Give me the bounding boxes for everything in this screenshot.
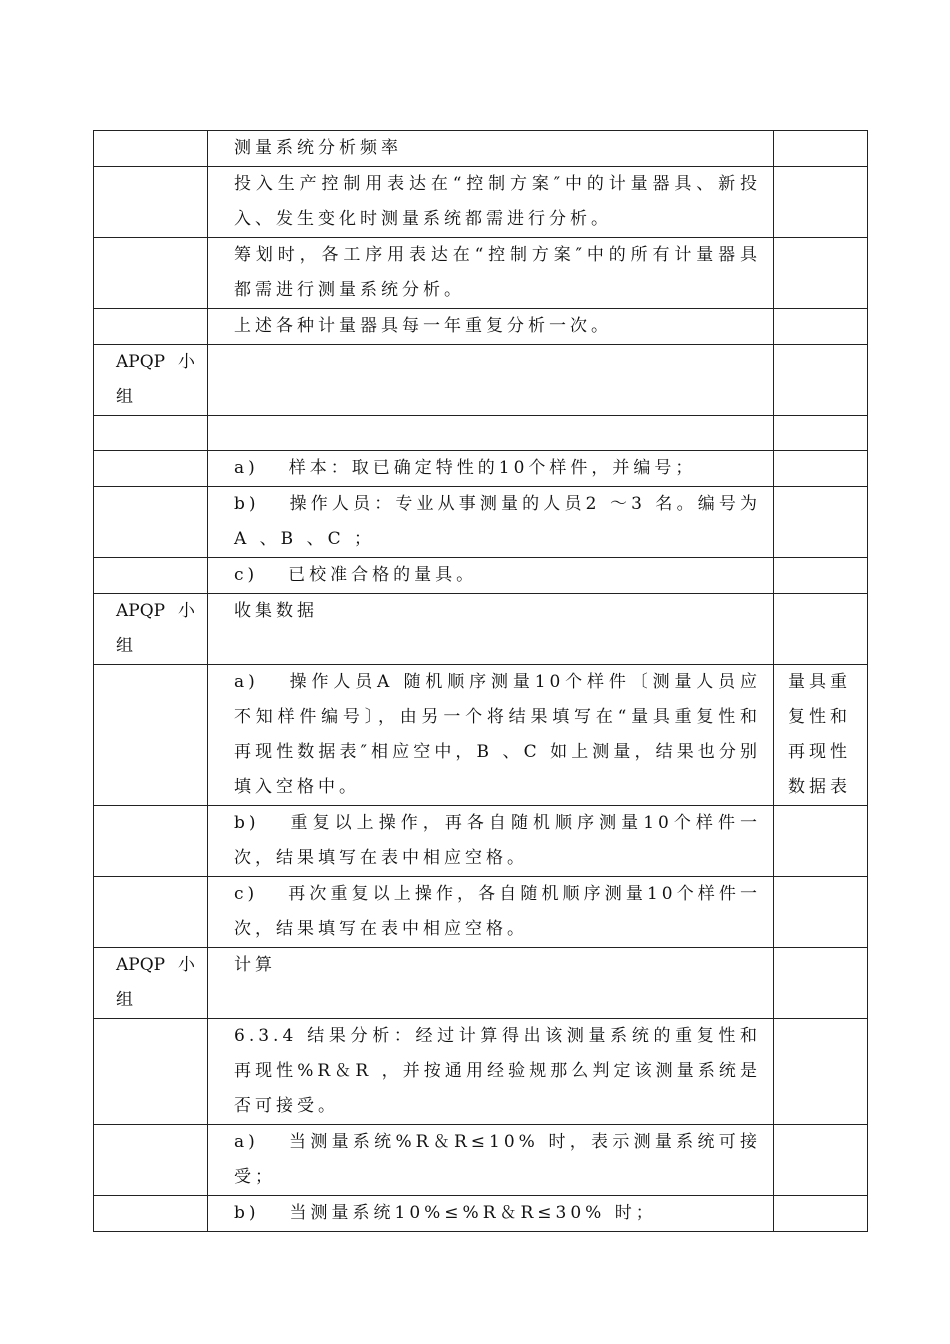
list-marker: b) xyxy=(234,494,260,514)
owner-cell xyxy=(94,1019,208,1125)
list-marker: c) xyxy=(234,884,259,904)
content-cell: 上述各种计量器具每一年重复分析一次。 xyxy=(208,309,774,345)
table-row xyxy=(94,665,868,806)
content-cell: c) 再次重复以上操作，各自随机顺序测量10个样件一次，结果填写在表中相应空格。 xyxy=(208,877,774,948)
document-cell xyxy=(774,167,868,238)
owner-cell: APQP 小 组 xyxy=(94,345,208,416)
owner-cell xyxy=(94,487,208,558)
table-row xyxy=(94,416,868,451)
content-cell: 投入生产控制用表达在“控制方案″中的计量器具、新投入、发生变化时测量系统都需进行分析。 xyxy=(208,167,774,238)
content-cell: a) 样本：取已确定特性的10个样件，并编号； xyxy=(208,451,774,487)
owner-cell xyxy=(94,806,208,877)
document-cell xyxy=(774,877,868,948)
content-cell xyxy=(208,345,774,416)
table-row xyxy=(94,1196,868,1232)
list-marker: c) xyxy=(234,565,259,585)
owner-cell xyxy=(94,1125,208,1196)
document-cell xyxy=(774,309,868,345)
content-cell xyxy=(208,948,774,1019)
owner-cell xyxy=(94,558,208,594)
owner-cell xyxy=(94,416,208,451)
section-title: 计算 xyxy=(234,955,276,975)
document-cell xyxy=(774,558,868,594)
owner-cell xyxy=(94,309,208,345)
table-row xyxy=(94,877,868,948)
owner-cell xyxy=(94,131,208,167)
section-title: 测量系统分析频率 xyxy=(234,138,402,158)
owner-cell xyxy=(94,665,208,806)
document-cell xyxy=(774,238,868,309)
document-cell xyxy=(774,1196,868,1232)
table-row xyxy=(94,167,868,238)
content-cell: b) 重复以上操作，再各自随机顺序测量10个样件一次，结果填写在表中相应空格。 xyxy=(208,806,774,877)
list-marker: a) xyxy=(234,672,259,692)
document-cell xyxy=(774,345,868,416)
document-cell xyxy=(774,1125,868,1196)
table-row xyxy=(94,451,868,487)
table-row xyxy=(94,345,868,416)
table-row xyxy=(94,131,868,167)
owner-cell xyxy=(94,238,208,309)
document-cell xyxy=(774,487,868,558)
owner-cell: APQP 小 组 xyxy=(94,594,208,665)
content-cell xyxy=(208,594,774,665)
table-row xyxy=(94,238,868,309)
document-cell xyxy=(774,451,868,487)
owner-label: APQP xyxy=(116,352,166,372)
content-cell: b) 操作人员：专业从事测量的人员2 ～3 名。编号为A 、B 、C ； xyxy=(208,487,774,558)
procedure-table xyxy=(93,130,868,1232)
content-cell: a) 当测量系统%R＆R≤10% 时，表示测量系统可接受； xyxy=(208,1125,774,1196)
list-marker: a) xyxy=(234,458,259,478)
table-row xyxy=(94,309,868,345)
document-cell xyxy=(774,1019,868,1125)
owner-cell: APQP 小 组 xyxy=(94,948,208,1019)
content-cell: a) 操作人员A 随机顺序测量10个样件〔测量人员应不知样件编号〕，由另一个将结果填写在“量具重复性和再现性数据表″相应空中，B 、C 如上测量，结果也分别填入空格中。 xyxy=(208,665,774,806)
table-row xyxy=(94,487,868,558)
document-cell xyxy=(774,806,868,877)
section-title: 收集数据 xyxy=(234,601,318,621)
content-cell xyxy=(208,416,774,451)
content-cell xyxy=(208,131,774,167)
table-row xyxy=(94,806,868,877)
content-cell: c) 已校准合格的量具。 xyxy=(208,558,774,594)
list-marker: b) xyxy=(234,1203,260,1223)
table-row xyxy=(94,1019,868,1125)
list-marker: b) xyxy=(234,813,260,833)
document-cell xyxy=(774,594,868,665)
table-row xyxy=(94,558,868,594)
content-cell: 6.3.4 结果分析：经过计算得出该测量系统的重复性和再现性%R＆R ，并按通用经验规那么判定该测量系统是否可接受。 xyxy=(208,1019,774,1125)
owner-label: APQP xyxy=(116,601,166,621)
table-row xyxy=(94,948,868,1019)
content-cell: 筹划时，各工序用表达在“控制方案″中的所有计量器具都需进行测量系统分析。 xyxy=(208,238,774,309)
owner-label: APQP xyxy=(116,955,166,975)
owner-cell xyxy=(94,451,208,487)
list-marker: a) xyxy=(234,1132,259,1152)
document-cell xyxy=(774,948,868,1019)
table-row xyxy=(94,1125,868,1196)
document-cell xyxy=(774,416,868,451)
document-cell xyxy=(774,665,868,806)
owner-cell xyxy=(94,167,208,238)
content-cell: b) 当测量系统10%≤%R＆R≤30% 时； xyxy=(208,1196,774,1232)
owner-cell xyxy=(94,1196,208,1232)
record-form-name: 量具重复性和再现性数据表 xyxy=(788,672,851,797)
owner-cell xyxy=(94,877,208,948)
table-row xyxy=(94,594,868,665)
document-cell xyxy=(774,131,868,167)
